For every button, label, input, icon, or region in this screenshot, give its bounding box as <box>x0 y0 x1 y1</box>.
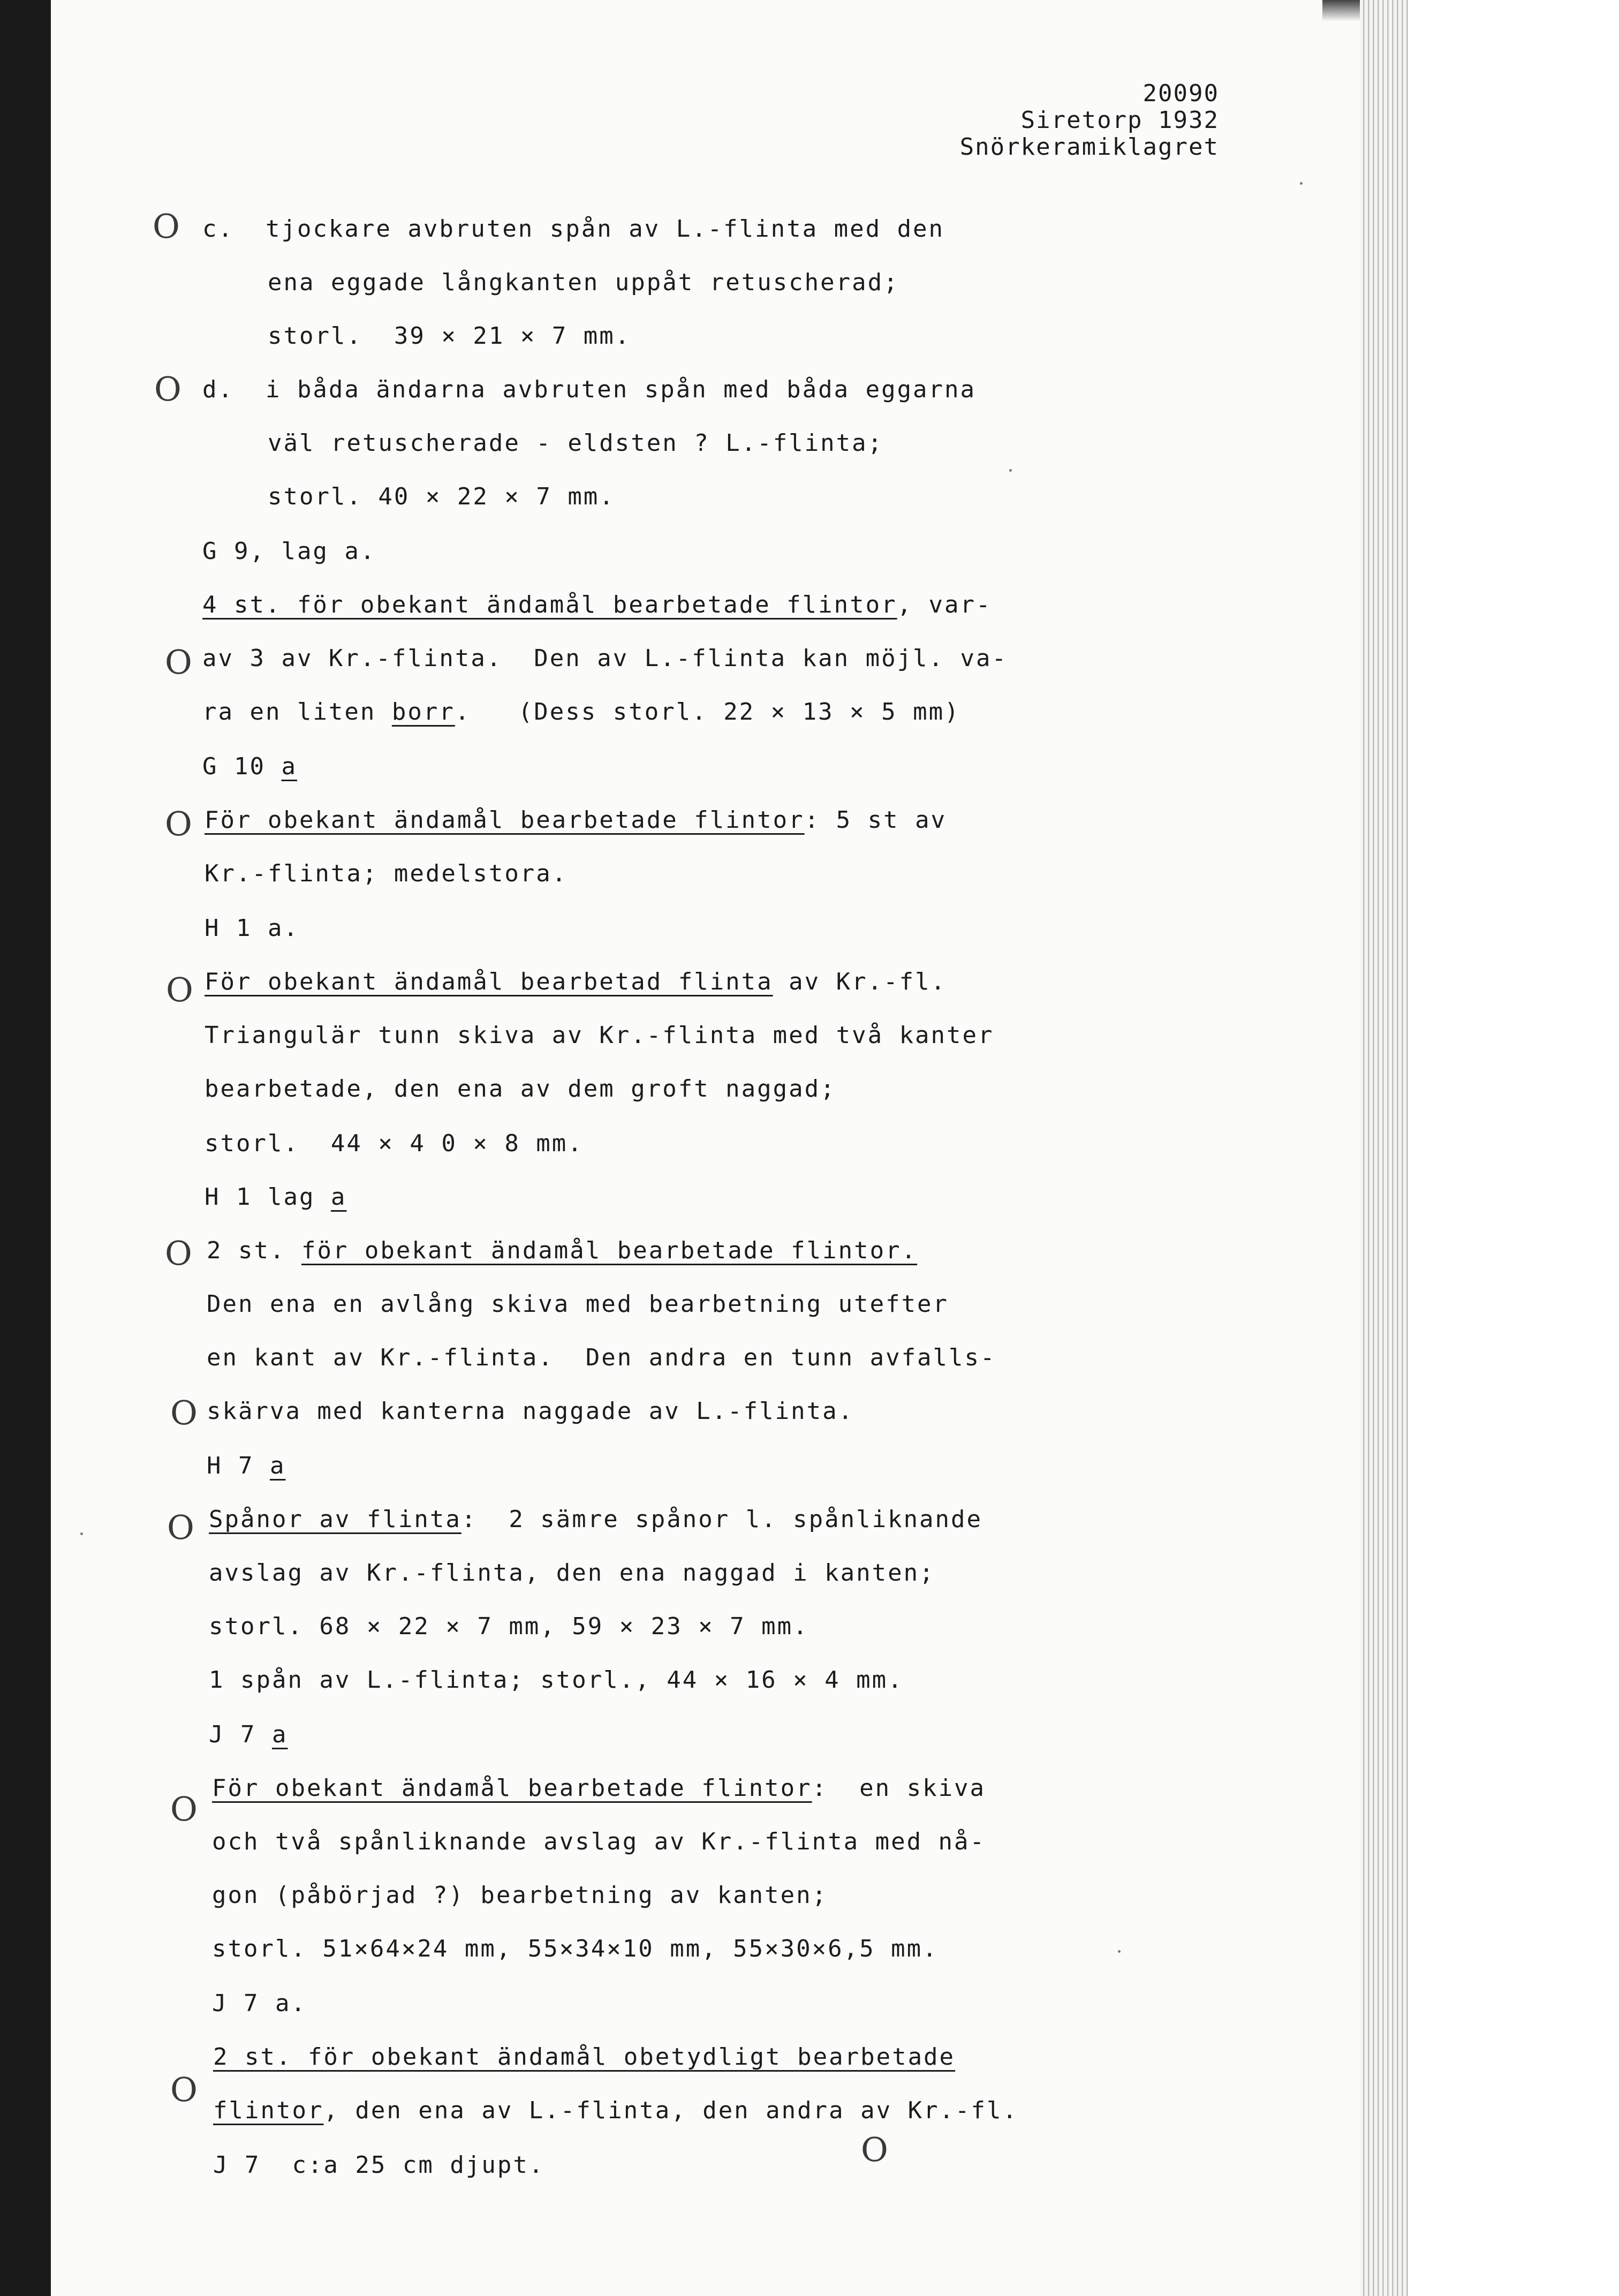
text-line <box>212 1773 986 1803</box>
underlined-heading: 2 st. för obekant ändamål obetydligt bearbetade <box>213 2043 956 2071</box>
text-fragment: H 1 lag <box>205 1183 331 1211</box>
margin-circle-mark: O <box>170 2070 198 2109</box>
site-name: Siretorp 1932 <box>1020 107 1219 134</box>
underlined-heading: Spånor av flinta <box>209 1506 462 1533</box>
text-line <box>202 697 960 727</box>
margin-circle-mark: O <box>165 1234 192 1273</box>
margin-circle-mark: O <box>167 1508 194 1547</box>
text-line: ena eggade långkanten uppåt retuscherad; <box>268 269 899 296</box>
text-fragment: : 5 st av <box>804 806 947 834</box>
book-page-edges <box>1360 0 1408 2296</box>
text-line: J 7 c:a 25 cm djupt. <box>213 2151 545 2179</box>
underlined-term: borr <box>391 698 455 726</box>
margin-circle-mark: O <box>153 207 180 246</box>
scan-speck <box>1300 182 1303 185</box>
text-line: av 3 av Kr.-flinta. Den av L.-flinta kan möjl. va- <box>202 645 1008 672</box>
margin-circle-mark: O <box>165 643 192 682</box>
underlined-heading: flintor <box>213 2097 324 2124</box>
text-line: 1 spån av L.-flinta; storl., 44 × 16 × 4 mm. <box>209 1666 904 1694</box>
text-line: Kr.-flinta; medelstora. <box>205 860 568 887</box>
underlined-heading: För obekant ändamål bearbetade flintor <box>205 806 805 834</box>
text-line: storl. 51×64×24 mm, 55×34×10 mm, 55×30×6,5 mm. <box>212 1935 939 1962</box>
scan-speck <box>1118 1950 1121 1953</box>
text-fragment: . (Dess storl. 22 × 13 × 5 mm) <box>455 698 960 726</box>
underlined-term: a <box>269 1452 286 1479</box>
scan-speck <box>80 1532 83 1535</box>
text-fragment: , den ena av L.-flinta, den andra av Kr.-fl. <box>323 2097 1019 2124</box>
margin-circle-mark: O <box>170 1393 198 1432</box>
margin-circle-mark: O <box>170 1789 198 1829</box>
scan-background <box>1408 0 1619 2296</box>
text-fragment: , var- <box>897 591 992 618</box>
text-fragment: ra en liten <box>202 698 392 726</box>
text-line: storl. 40 × 22 × 7 mm. <box>268 483 615 510</box>
underlined-term: a <box>271 1721 288 1748</box>
text-line <box>205 1182 346 1212</box>
text-line: storl. 44 × 4 0 × 8 mm. <box>205 1130 584 1157</box>
text-line <box>202 590 992 620</box>
margin-circle-mark: O <box>154 369 181 409</box>
text-line <box>205 805 947 835</box>
text-line: väl retuscherade - eldsten ? L.-flinta; <box>268 429 884 457</box>
text-line: storl. 39 × 21 × 7 mm. <box>268 322 631 350</box>
text-line <box>207 1451 285 1481</box>
text-fragment: : 2 sämre spånor l. spånliknande <box>461 1506 983 1533</box>
text-fragment: : en skiva <box>812 1774 986 1802</box>
catalog-number: 20090 <box>1143 80 1219 107</box>
text-fragment: G 10 <box>202 753 282 780</box>
text-line: H 1 a. <box>205 915 299 942</box>
text-fragment: av Kr.-fl. <box>773 968 947 995</box>
text-line: bearbetade, den ena av dem groft naggad; <box>205 1075 836 1102</box>
underlined-heading: 4 st. för obekant ändamål bearbetade flintor <box>202 591 897 618</box>
text-line: d. i båda ändarna avbruten spån med båda eggarna <box>202 376 977 403</box>
text-line: J 7 a. <box>212 1990 307 2017</box>
text-line: storl. 68 × 22 × 7 mm, 59 × 23 × 7 mm. <box>209 1613 809 1640</box>
text-line: och två spånliknande avslag av Kr.-flinta med nå- <box>212 1828 986 1855</box>
text-line: skärva med kanterna naggade av L.-flinta. <box>207 1398 854 1425</box>
text-line <box>209 1505 982 1535</box>
text-fragment: J 7 <box>209 1721 272 1748</box>
text-line <box>205 967 947 997</box>
underlined-heading: för obekant ändamål bearbetade flintor. <box>301 1237 918 1264</box>
page-header <box>960 80 1219 161</box>
text-line: Triangulär tunn skiva av Kr.-flinta med två kanter <box>205 1022 994 1049</box>
text-line <box>202 752 297 782</box>
text-line: avslag av Kr.-flinta, den ena naggad i kanten; <box>209 1559 935 1587</box>
text-line <box>207 1236 917 1266</box>
text-fragment: H 7 <box>207 1452 270 1479</box>
text-line: Den ena en avlång skiva med bearbetning utefter <box>207 1290 949 1318</box>
underlined-term: a <box>330 1183 347 1211</box>
text-line <box>209 1720 288 1750</box>
scan-speck <box>1009 469 1012 472</box>
underlined-heading: För obekant ändamål bearbetade flintor <box>212 1774 812 1802</box>
text-line: en kant av Kr.-flinta. Den andra en tunn avfalls- <box>207 1344 996 1371</box>
text-line: gon (påbörjad ?) bearbetning av kanten; <box>212 1882 828 1909</box>
margin-circle-mark: O <box>166 970 193 1009</box>
text-line <box>213 2042 955 2072</box>
text-line: c. tjockare avbruten spån av L.-flinta med den <box>202 215 945 243</box>
text-line <box>213 2096 1018 2126</box>
underlined-term: a <box>281 753 297 780</box>
text-line: G 9, lag a. <box>202 538 376 565</box>
text-fragment: 2 st. <box>207 1237 301 1264</box>
layer-name: Snörkeramiklagret <box>959 133 1219 161</box>
margin-circle-mark: O <box>861 2130 888 2169</box>
margin-circle-mark: O <box>165 804 192 843</box>
underlined-heading: För obekant ändamål bearbetad flinta <box>205 968 773 995</box>
